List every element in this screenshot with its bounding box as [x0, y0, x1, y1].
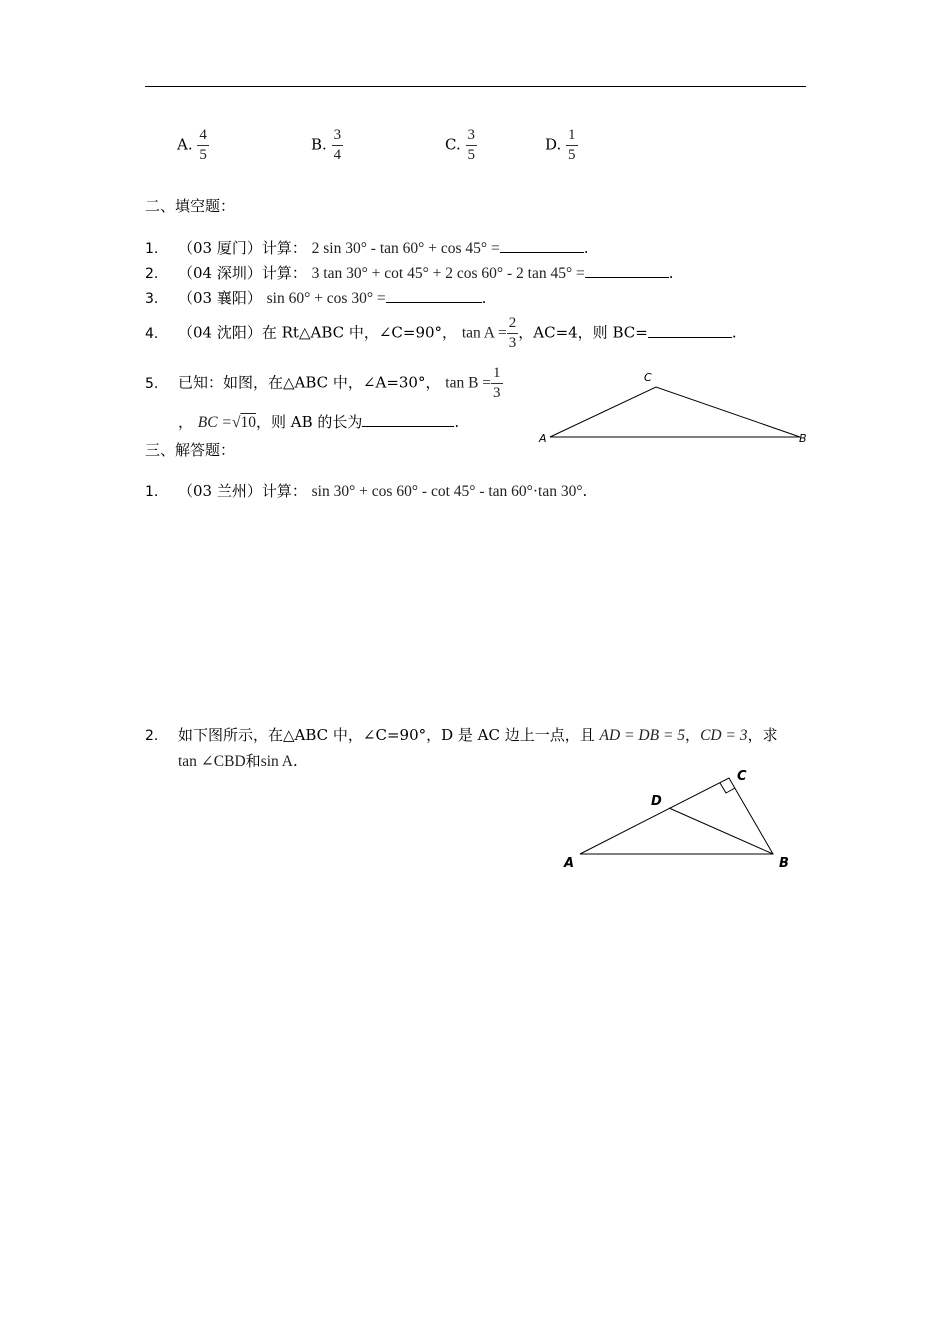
solve-q2-line2: tan ∠CBD和sin A. [178, 752, 298, 770]
fill-q3: 3. （03 襄阳） sin 60° + cos 30° = . [145, 289, 487, 307]
header-rule [145, 86, 806, 87]
vertex-label-c-2: C [737, 769, 747, 784]
fill-q4: 4. （04 沈阳）在 Rt△ABC 中，∠C=90°， tan A = $\frac{2}{3}$ ，AC=4，则 BC= . [145, 315, 737, 351]
triangle-abc-2 [580, 778, 773, 854]
vertex-label-c: C [644, 371, 652, 384]
choice-a: A. $\frac{4}{5}$ [177, 127, 207, 163]
triangle-abc-1 [550, 387, 800, 437]
vertex-label-a-2: A [564, 856, 575, 871]
choice-c: C. $\frac{3}{5}$ [445, 127, 475, 163]
fill-q5-line1: 5. 已知：如图，在△ABC 中，∠A=30°， tan B = $\frac{1}{3}$ [145, 365, 501, 401]
choice-d: D. $\frac{1}{5}$ [545, 127, 576, 163]
fill-q1: 1. （03 厦门）计算： 2 sin 30° - tan 60° + cos 45° = . [145, 239, 589, 257]
section-solve-title: 三、解答题： [145, 441, 236, 459]
fill-q5-line2: ， BC =√10，则 AB 的长为 . [178, 413, 460, 431]
vertex-label-b: B [799, 432, 807, 445]
vertex-label-b-2: B [779, 856, 789, 871]
solve-q2-line1: 2. 如下图所示，在△ABC 中，∠C=90°，D 是 AC 边上一点，且 AD = DB = 5，CD = 3，求 [145, 726, 778, 744]
section-fill-title: 二、填空题： [145, 197, 236, 215]
solve-q1: 1. （03 兰州）计算： sin 30° + cos 60° - cot 45° - tan 60°·tan 30°. [145, 482, 588, 500]
triangle-figure-2 [555, 762, 805, 877]
vertex-label-d-2: D [651, 794, 662, 809]
fill-q2: 2. （04 深圳）计算： 3 tan 30° + cot 45° + 2 cos 60° - 2 tan 45° = . [145, 264, 674, 282]
triangle-figure-1 [530, 364, 820, 454]
vertex-label-a: A [539, 432, 547, 445]
segment-db [669, 808, 773, 854]
choice-b: B. $\frac{3}{4}$ [311, 127, 342, 163]
